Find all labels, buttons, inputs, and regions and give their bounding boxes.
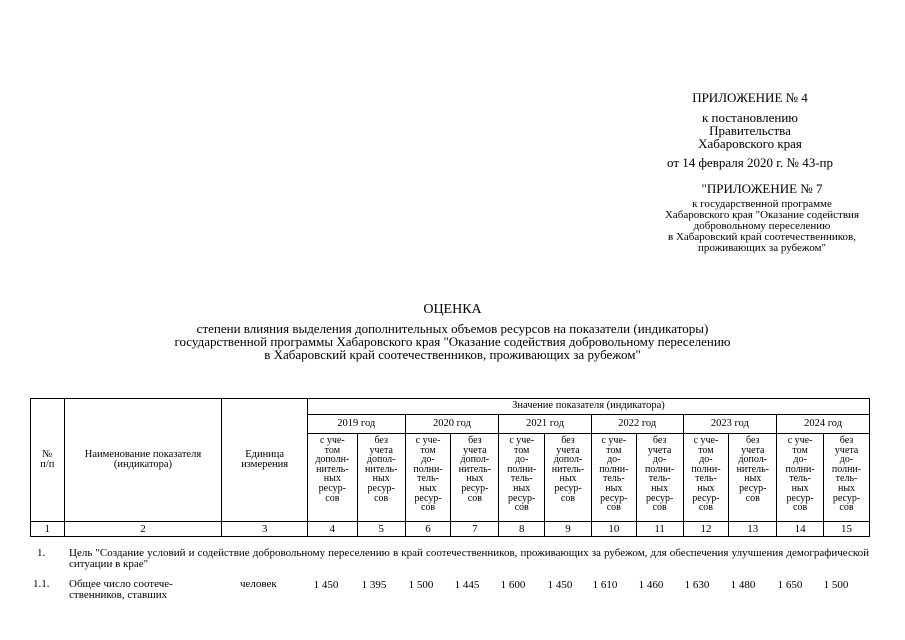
item-value: 1 630 [684, 579, 710, 591]
subheader-with-resources: с уче- том до- полни- тель- ных ресур- сов [405, 434, 451, 522]
subheader-with-resources: с уче- том до- полни- тель- ных ресур- сов [591, 434, 636, 522]
item-name-line: Общее число соотече- [69, 578, 173, 590]
indicator-table [30, 398, 870, 537]
subheader-with-resources: с уче- том до- полни- тель- ных ресур- сов [499, 434, 545, 522]
annex7-line: в Хабаровский край соотечественников, [668, 231, 856, 243]
goal-number: 1. [37, 547, 46, 559]
item-value: 1 450 [547, 579, 573, 591]
year-header: 2022 год [591, 415, 683, 434]
annex-line: Правительства [709, 123, 791, 138]
annex-line: к постановлению [701, 110, 799, 125]
item-value: 1 450 [313, 579, 339, 591]
column-number: 12 [683, 522, 729, 537]
year-header: 2024 год [777, 415, 870, 434]
item-value: 1 500 [823, 579, 849, 591]
subheader-with-resources: с уче- том дополн- нитель- ных ресур- сов [307, 434, 357, 522]
column-number: 10 [591, 522, 636, 537]
item-value: 1 500 [408, 579, 434, 591]
column-number: 8 [499, 522, 545, 537]
item-value: 1 600 [500, 579, 526, 591]
doc-subtitle-line: в Хабаровский край соотечественников, проживающих за рубежом" [264, 347, 641, 362]
header-num: № п/п [31, 399, 65, 522]
doc-subtitle-line: степени влияния выделения дополнительных объемов ресурсов на показатели (индикаторы) [196, 321, 709, 336]
annex7-line: проживающих за рубежом" [698, 242, 826, 254]
subheader-without-resources: без учета до- полни- тель- ных ресур- сов [636, 434, 683, 522]
subheader-without-resources: без учета допол- нитель- ных ресур- сов [545, 434, 592, 522]
column-number: 15 [824, 522, 870, 537]
item-number: 1.1. [33, 578, 50, 590]
item-value: 1 395 [361, 579, 387, 591]
item-value: 1 610 [592, 579, 618, 591]
subheader-with-resources: с уче- том до- полни- тель- ных ресур- сов [683, 434, 729, 522]
year-header: 2020 год [405, 415, 499, 434]
item-value: 1 445 [454, 579, 480, 591]
column-number: 9 [545, 522, 592, 537]
column-number: 14 [777, 522, 824, 537]
annex7-line: добровольному переселению [693, 220, 831, 232]
column-number: 11 [636, 522, 683, 537]
year-header: 2019 год [307, 415, 405, 434]
subheader-without-resources: без учета допол- нитель- ных ресур- сов [729, 434, 777, 522]
column-number: 3 [222, 522, 308, 537]
column-number: 6 [405, 522, 451, 537]
item-value: 1 460 [638, 579, 664, 591]
annex-line: Хабаровского края [698, 136, 802, 151]
subheader-without-resources: без учета до- полни- тель- ных ресур- сов [824, 434, 870, 522]
annex-title: ПРИЛОЖЕНИЕ № 4 [692, 90, 808, 105]
annex-date: от 14 февраля 2020 г. № 43-пр [667, 155, 833, 170]
column-number: 7 [451, 522, 499, 537]
year-header: 2023 год [683, 415, 777, 434]
item-value: 1 650 [777, 579, 803, 591]
header-unit: Единица измерения [222, 399, 308, 522]
column-number: 2 [64, 522, 222, 537]
subheader-without-resources: без учета допол- нитель- ных ресур- сов [357, 434, 405, 522]
column-number: 5 [357, 522, 405, 537]
header-values: Значение показателя (индикатора) [307, 399, 869, 415]
doc-title: ОЦЕНКА [423, 302, 482, 317]
subheader-with-resources: с уче- том до- полни- тель- ных ресур- сов [777, 434, 824, 522]
column-number: 4 [307, 522, 357, 537]
doc-subtitle-line: государственной программы Хабаровского края "Оказание содействия добровольному переселению [174, 334, 731, 349]
header-name: Наименование показателя (индикатора) [64, 399, 222, 522]
column-number: 13 [729, 522, 777, 537]
goal-text: Цель "Создание условий и содействие добровольному переселению в край соотечественников, проживающих за рубежом, для обеспечения улучшения демографической ситуации в крае" [69, 547, 869, 570]
year-header: 2021 год [499, 415, 592, 434]
item-unit: человек [240, 578, 277, 590]
annex7-title: "ПРИЛОЖЕНИЕ № 7 [701, 181, 823, 196]
annex7-line: Хабаровского края "Оказание содействия [664, 209, 859, 221]
column-number: 1 [31, 522, 65, 537]
item-name-line: ственников, ставших [69, 589, 168, 601]
annex7-line: к государственной программе [692, 198, 832, 210]
item-value: 1 480 [730, 579, 756, 591]
subheader-without-resources: без учета допол- нитель- ных ресур- сов [451, 434, 499, 522]
